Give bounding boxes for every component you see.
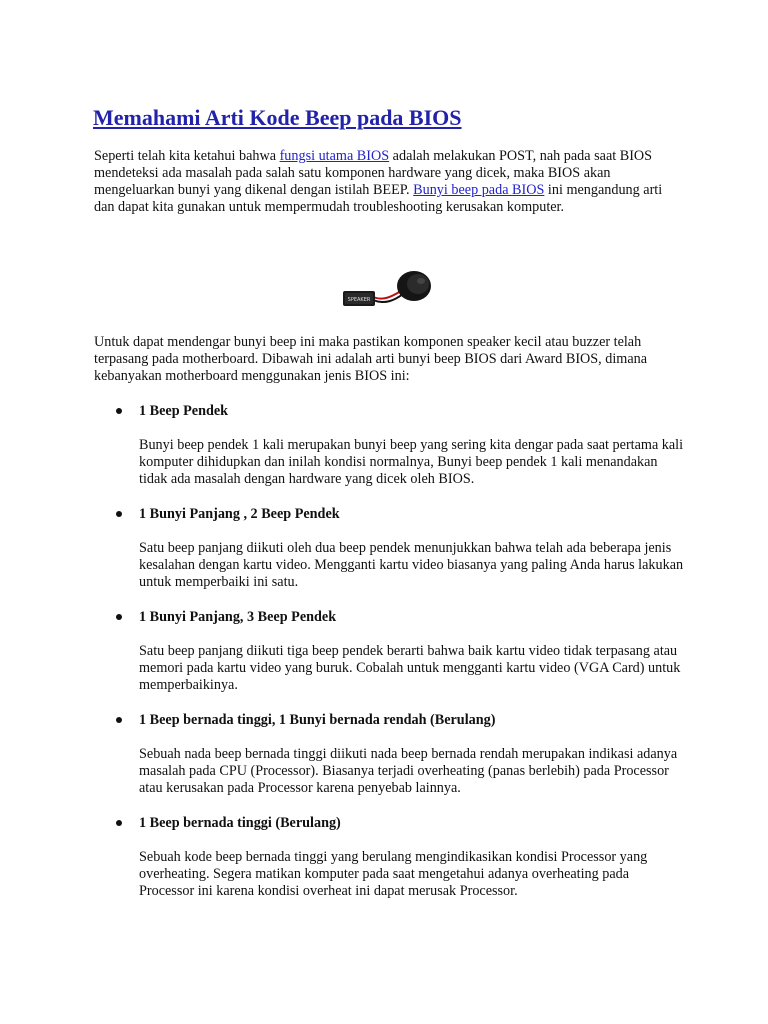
item-description: Sebuah kode beep bernada tinggi yang berulang mengindikasikan kondisi Processor yang overheating. Segera matikan komputer pada saat mengetahui adanya overheating pada Processor ini karena kondisi overheat ini dapat merusak Processor. bbox=[139, 849, 648, 899]
intro-text-1: Seperti telah kita ketahui bahwa bbox=[94, 148, 280, 164]
bullet-icon bbox=[116, 408, 122, 414]
item-description: Satu beep panjang diikuti oleh dua beep pendek menunjukkan bahwa telah ada beberapa jenis kesalahan dengan kartu video. Mengganti kartu video biasanya yang paling Anda harus lakukan untuk memperbaiki ini satu. bbox=[139, 540, 684, 590]
item-title: 1 Bunyi Panjang , 2 Beep Pendek bbox=[139, 506, 340, 522]
item-description: Sebuah nada beep bernada tinggi diikuti nada beep bernada rendah merupakan indikasi adanya masalah pada CPU (Processor). Biasanya terjadi overheating (panas berlebih) pada Processor atau kerusakan pada Processor karena penyebab lainnya. bbox=[139, 746, 678, 796]
lead-paragraph: Untuk dapat mendengar bunyi beep ini maka pastikan komponen speaker kecil atau buzzer telah terpasang pada motherboard. Dibawah ini adalah arti bunyi beep BIOS dari Award BIOS, dimana kebanyakan motherboard menggunakan jenis BIOS ini: bbox=[94, 334, 648, 384]
bullet-icon bbox=[116, 614, 122, 620]
item-title: 1 Bunyi Panjang, 3 Beep Pendek bbox=[139, 609, 337, 625]
item-title: 1 Beep bernada tinggi (Berulang) bbox=[139, 815, 341, 831]
intro-text-3: ini mengandung arti dan dapat kita gunakan untuk mempermudah troubleshooting kerusakan komputer. bbox=[94, 181, 663, 215]
link-fungsi-utama-bios[interactable]: fungsi utama BIOS bbox=[279, 148, 390, 164]
speaker-label: SPEAKER bbox=[347, 297, 371, 303]
intro-paragraph bbox=[94, 148, 684, 216]
intro-text-2: adalah melakukan POST, nah pada saat BIOS mendeteksi ada masalah pada salah satu komponen hardware yang dicek, maka BIOS akan mengeluarkan bunyi yang dikenal dengan istilah BEEP. bbox=[94, 148, 653, 198]
item-description: Bunyi beep pendek 1 kali merupakan bunyi beep yang sering kita dengar pada saat pertama kali komputer dihidupkan dan inilah kondisi normalnya, Bunyi beep pendek 1 kali menandakan tidak ada masalah dengan hardware yang dicek oleh BIOS. bbox=[139, 437, 684, 487]
link-bunyi-beep-bios[interactable]: Bunyi beep pada BIOS bbox=[413, 181, 545, 198]
bullet-icon bbox=[116, 511, 122, 517]
bullet-icon bbox=[116, 717, 122, 723]
article-title[interactable]: Memahami Arti Kode Beep pada BIOS bbox=[93, 105, 462, 130]
item-description: Satu beep panjang diikuti tiga beep pendek berarti bahwa baik kartu video tidak terpasang atau memori pada kartu video yang buruk. Cobalah untuk mengganti kartu video (VGA Card) untuk memperbaikinya. bbox=[139, 643, 681, 693]
speaker-buzzer-image bbox=[339, 267, 435, 313]
item-title: 1 Beep Pendek bbox=[139, 403, 229, 419]
bullet-icon bbox=[116, 820, 122, 826]
item-title: 1 Beep bernada tinggi, 1 Bunyi bernada rendah (Berulang) bbox=[139, 712, 496, 728]
